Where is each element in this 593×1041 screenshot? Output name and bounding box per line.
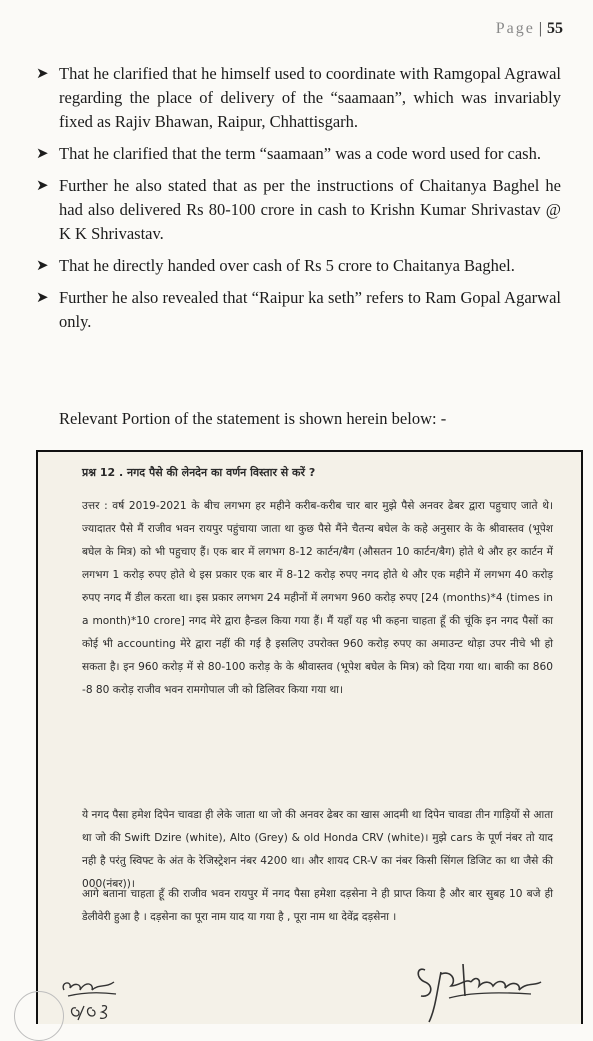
bullet-item — [36, 286, 561, 334]
bullet-item — [36, 254, 561, 278]
statement-scan — [36, 450, 583, 1024]
bullet-text: Further he also revealed that “Raipur ka seth” refers to Ram Gopal Agarwal only. — [59, 288, 561, 331]
arrow-bullet-icon: ➤ — [36, 258, 49, 274]
stamp-mark — [14, 991, 64, 1041]
bullet-text: That he clarified that the term “saamaan” was a code word used for cash. — [59, 144, 541, 163]
arrow-bullet-icon: ➤ — [36, 146, 49, 162]
bullet-item — [36, 62, 561, 134]
bullet-list — [36, 62, 561, 342]
signature-image — [411, 952, 551, 1027]
bullet-item — [36, 174, 561, 246]
statement-paragraph-3: आगे बताना चाहता हूँ की राजीव भवन रायपुर में नगद पैसा हमेशा दड़सेना ने ही प्राप्त किया है और बार सुबह 10 बजे ही डेलीवेरी हुआ है । दड़सेना का पूरा नाम याद या गया है , पूरा नाम था देवेंद्र दड़सेना । — [82, 888, 553, 923]
page-number-value: 55 — [547, 20, 563, 37]
bullet-text: That he clarified that he himself used to coordinate with Ramgopal Agrawal regarding the place of delivery of the “saamaan”, which was invariably fixed as Rajiv Bhawan, Raipur, Chhattisgarh. — [59, 64, 561, 131]
arrow-bullet-icon: ➤ — [36, 178, 49, 194]
bullet-text: Further he also stated that as per the instructions of Chaitanya Baghel he had also delivered Rs 80-100 crore in cash to Krishn Kumar Shrivastav @ K K Shrivastav. — [59, 176, 561, 243]
relevant-portion-text: Relevant Portion of the statement is shown herein below: - — [59, 409, 447, 428]
arrow-bullet-icon: ➤ — [36, 290, 49, 306]
initials-image — [58, 970, 128, 1026]
statement-paragraph-2: ये नगद पैसा हमेश दिपेन चावडा ही लेके जाता था जो की अनवर ढेबर का खास आदमी था दिपेन चावडा तीन गाड़ियों से आता था जो की Swift Dzire (white), Alto (Grey) & old Honda CRV (white)। मुझे cars के पूर्ण नंबर तो याद नही है परंतु स्विफ्ट के अंत के रेजिस्ट्रेशन नंबर 4200 था। और शायद CR-V का नंबर किसी सिंगल डिजिट का था जैसे की 000(नंबर))। — [82, 809, 553, 890]
page-label: Page — [495, 20, 535, 37]
bullet-text: That he directly handed over cash of Rs 5 crore to Chaitanya Baghel. — [59, 256, 515, 275]
statement-answer: उत्तर : वर्ष 2019-2021 के बीच लगभग हर महीने करीब-करीब चार बार मुझे पैसे अनवर ढेबर द्वारा पहुचाए जाते थे। ज्यादातर पैसे मैं राजीव भवन रायपुर पहुंचाया जाता था कुछ पैसे मैंने चैतन्य बघेल के कहे अनुसार के के श्रीवास्तव (भूपेश बघेल के मित्र) को भी पहुचाए हैं। एक बार में लगभग 8-12 कार्टन/बैग (औसतन 10 कार्टन/बैग) होते थे और हर कार्टन में लगभग 1 करोड़ रुपए होते थे इस प्रकार एक बार में 8-12 करोड़ रुपए नगद होते थे और एक महीने में लगभग 40 करोड़ रुपए नगद मैं डील करता था। इस प्रकार लगभग 24 महीनों में लगभग 960 करोड़ रुपए [24 (months)*4 (times in a month)*10 crore] नगद मेरे द्वारा हैन्डल किया गया हैं। मैं यहाँ यह भी कहना चाहता हूँ की चूंकि इन नगद पैसों का कोई भी accounting मेरे द्वारा नहीं की गई है इसलिए उपरोक्त 960 करोड़ रुपए का अमाउन्ट थोड़ा उपर नीचे भी हो सकता है। इन 960 करोड़ में से 80-100 करोड़ के के श्रीवास्तव (भूपेश बघेल के मित्र) को दिया गया था। बाकी का 860 -8 80 करोड़ राजीव भवन रामगोपाल जी को डिलिवर किया गया था। — [82, 500, 553, 696]
page-separator: | — [538, 20, 544, 37]
page-number — [496, 20, 563, 38]
statement-question: प्रश्न 12 . नगद पैसे की लेनदेन का वर्णन विस्तार से करें ? — [82, 466, 316, 479]
bullet-item — [36, 142, 561, 166]
arrow-bullet-icon: ➤ — [36, 66, 49, 82]
